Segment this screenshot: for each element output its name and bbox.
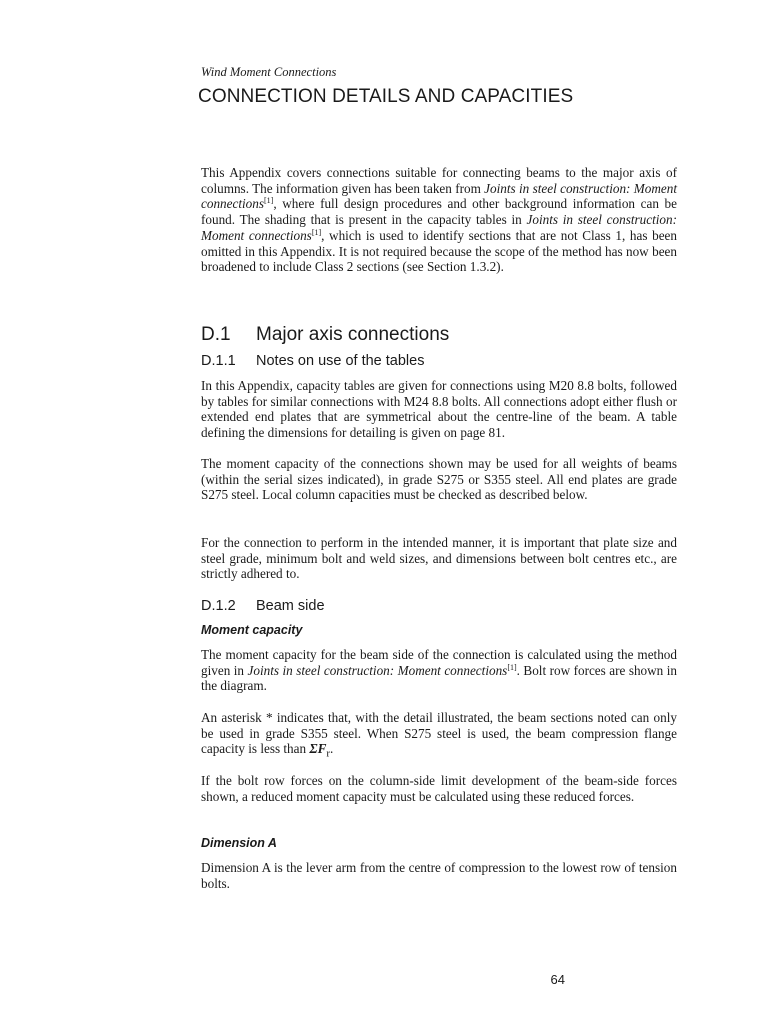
moment-capacity-heading: Moment capacity	[201, 623, 303, 637]
section-number: D.1.2	[201, 598, 236, 614]
section-heading-d1	[201, 324, 449, 346]
intro-text-1: This Appendix covers connections suitable for connecting beams to the major axis of columns. The information given has been taken from	[201, 165, 677, 196]
section-title: Notes on use of the tables	[256, 353, 425, 369]
asterisk-text-2: .	[330, 741, 334, 757]
section-heading-d11	[201, 353, 424, 369]
moment-capacity-paragraph-1	[201, 647, 677, 694]
moment-text-2: . Bolt row forces are shown in the diagram.	[201, 662, 677, 694]
intro-ref-1: [1]	[264, 196, 274, 206]
document-page	[198, 0, 677, 1024]
moment-citation: Joints in steel construction: Moment connections	[247, 662, 508, 678]
page-title: CONNECTION DETAILS AND CAPACITIES	[198, 86, 574, 107]
tables-note-paragraph-1: In this Appendix, capacity tables are given for connections using M20 8.8 bolts, followed by tables for similar connections with M24 8.8 bolts. All connections adopt either flush or extended end plates that are symmetrical about the centre-line of the beam. A table defining the dimensions for detailing is given on page 81.	[201, 378, 677, 441]
moment-capacity-paragraph-2	[201, 710, 677, 763]
tables-note-paragraph-2: The moment capacity of the connections shown may be used for all weights of beams (within the serial sizes indicated), in grade S275 or S355 steel. All end plates are grade S275 steel. Local column capacities must be checked as described below.	[201, 456, 677, 503]
intro-text-2: , where full design procedures and other background information can be found. The shading that is present in the capacity tables in	[201, 196, 677, 228]
running-head: Wind Moment Connections	[201, 65, 337, 79]
section-number: D.1.1	[201, 353, 236, 369]
dimension-a-paragraph: Dimension A is the lever arm from the centre of compression to the lowest row of tension bolts.	[201, 860, 677, 891]
force-sum-symbol: ΣF	[309, 741, 327, 757]
intro-paragraph	[201, 165, 677, 275]
asterisk-text-1: An asterisk * indicates that, with the detail illustrated, the beam sections noted can only be used in grade S355 steel. When S275 steel is used, the beam compression flange capacity is less than	[201, 710, 677, 757]
intro-citation-1: Joints in steel construction: Moment connections	[201, 180, 677, 212]
force-sum-subscript: r	[326, 748, 331, 761]
dimension-a-heading: Dimension A	[201, 836, 277, 850]
tables-note-paragraph-3: For the connection to perform in the intended manner, it is important that plate size and steel grade, minimum bolt and weld sizes, and dimensions between bolt centres etc., are strictly adhered to.	[201, 535, 677, 582]
moment-capacity-paragraph-3: If the bolt row forces on the column-side limit development of the beam-side forces shown, a reduced moment capacity must be calculated using these reduced forces.	[201, 773, 677, 804]
section-title: Beam side	[256, 598, 325, 614]
intro-text-3: , which is used to identify sections that are not Class 1, has been omitted in this Appendix. It is not required because the scope of the method has now been broadened to include Class 2 sections (see Section 1.3.2).	[201, 227, 677, 275]
section-title: Major axis connections	[256, 324, 450, 345]
page-number: 64	[550, 972, 565, 987]
moment-text-1: The moment capacity for the beam side of the connection is calculated using the method given in	[201, 647, 677, 678]
moment-ref: [1]	[507, 662, 517, 672]
intro-citation-2: Joints in steel construction: Moment connections	[201, 212, 677, 243]
section-heading-d12	[201, 598, 325, 614]
section-number: D.1	[201, 324, 231, 345]
intro-ref-2: [1]	[311, 227, 322, 237]
